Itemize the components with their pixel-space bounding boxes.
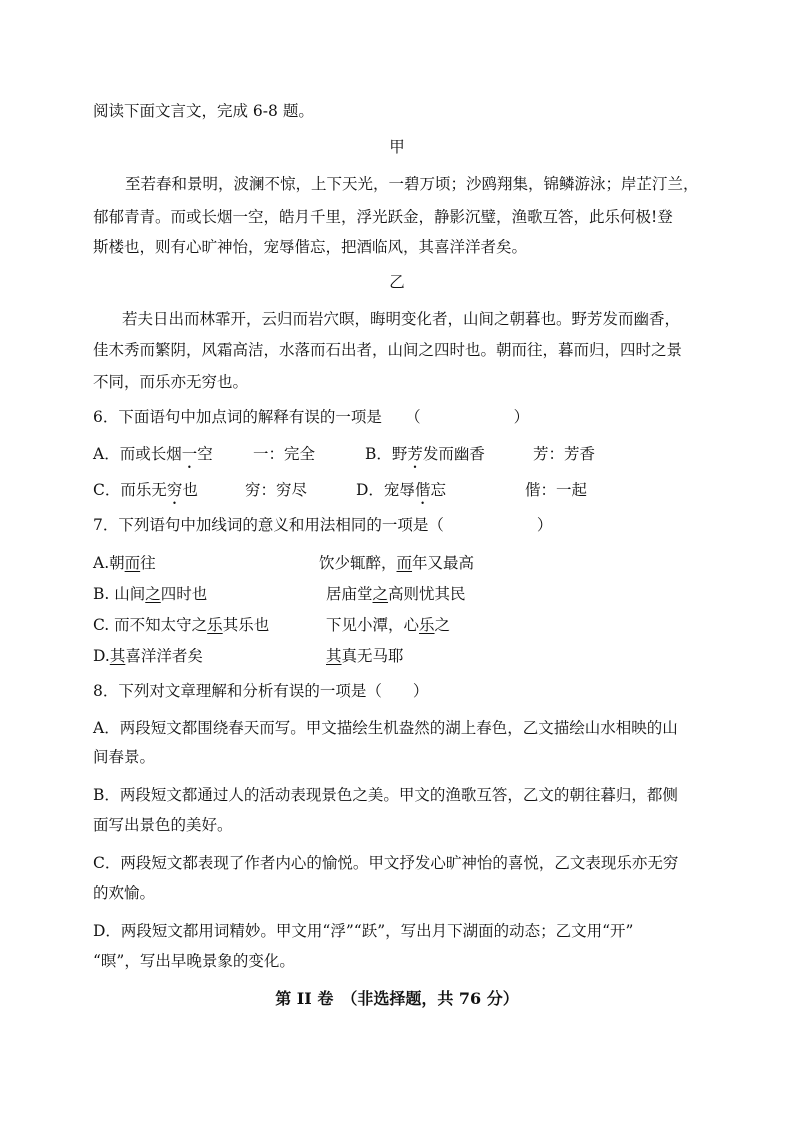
question-6-option-d-explanation: 偕：一起 — [525, 481, 588, 499]
passage-b-title: 乙 — [389, 273, 405, 291]
question-6-option-c: C．而乐无穷也 — [93, 481, 198, 499]
reading-instruction: 阅读下面文言文，完成 6-8 题。 — [93, 102, 314, 120]
question-6-option-b-explanation: 芳：芳香 — [533, 445, 596, 463]
question-7-option-b-right: 居庙堂之高则忧其民 — [326, 585, 466, 603]
question-6-option-b: B．野芳发而幽香 — [365, 445, 485, 463]
question-7-option-d-left: D.其喜洋洋者矣 — [93, 647, 203, 665]
question-6-option-a: A．而或长烟一空 — [93, 445, 213, 463]
question-6-option-d: D．宠辱偕忘 — [356, 481, 446, 499]
question-7-option-c-right: 下见小潭，心乐之 — [326, 616, 451, 634]
question-6-option-c-explanation: 穷：穷尽 — [245, 481, 308, 499]
question-6-stem: 6．下面语句中加点词的解释有误的一项是 （ ） — [93, 408, 530, 426]
question-7-option-c-left: C. 而不知太守之乐其乐也 — [93, 616, 270, 634]
question-8-option-d-line-1: D．两段短文都用词精妙。甲文用“浮”“跃”，写出月下湖面的动态；乙文用“开” — [93, 922, 634, 940]
question-8-option-d-line-2: “暝”，写出早晚景象的变化。 — [93, 952, 295, 970]
passage-a-line-3: 斯楼也，则有心旷神怡，宠辱偕忘，把酒临风，其喜洋洋者矣。 — [93, 238, 528, 256]
question-8-option-b-line-1: B．两段短文都通过人的活动表现景色之美。甲文的渔歌互答，乙文的朝往暮归，都侧 — [93, 786, 678, 804]
question-7-option-a-left: A.朝而往 — [93, 554, 156, 572]
passage-b-line-1: 若夫日出而林霏开，云归而岩穴暝，晦明变化者，山间之朝暮也。野芳发而幽香， — [122, 310, 681, 328]
passage-b-line-2: 佳木秀而繁阴，风霜高洁，水落而石出者，山间之四时也。朝而往，暮而归，四时之景 — [93, 341, 683, 359]
section-ii-heading: 第 II 卷 （非选择题，共 76 分） — [275, 989, 519, 1008]
passage-a-title: 甲 — [389, 138, 405, 156]
question-7-option-a-right: 饮少辄醉，而年又最高 — [319, 554, 475, 572]
passage-b-line-3: 不同，而乐亦无穷也。 — [93, 373, 249, 391]
question-8-option-b-line-2: 面写出景色的美好。 — [93, 816, 233, 834]
passage-a-line-2: 郁郁青青。而或长烟一空，皓月千里，浮光跃金，静影沉璧，渔歌互答，此乐何极!登 — [93, 208, 673, 226]
question-6-option-a-explanation: 一：完全 — [253, 445, 316, 463]
question-8-option-c-line-1: C．两段短文都表现了作者内心的愉悦。甲文抒发心旷神怡的喜悦，乙文表现乐亦无穷 — [93, 854, 679, 872]
question-8-option-c-line-2: 的欢愉。 — [93, 884, 156, 902]
question-7-stem: 7．下列语句中加线词的意义和用法相同的一项是（ ） — [93, 516, 553, 534]
passage-a-line-1: 至若春和景明，波澜不惊，上下天光，一碧万顷；沙鸥翔集，锦鳞游泳；岸芷汀兰， — [125, 175, 699, 193]
question-8-option-a-line-1: A．两段短文都围绕春天而写。甲文描绘生机盎然的湖上春色，乙文描绘山水相映的山 — [93, 719, 678, 737]
question-8-option-a-line-2: 间春景。 — [93, 748, 156, 766]
question-7-option-d-right: 其真无马耶 — [326, 647, 404, 665]
question-8-stem: 8．下列对文章理解和分析有误的一项是（ ） — [93, 682, 429, 700]
question-7-option-b-left: B. 山间之四时也 — [93, 585, 208, 603]
